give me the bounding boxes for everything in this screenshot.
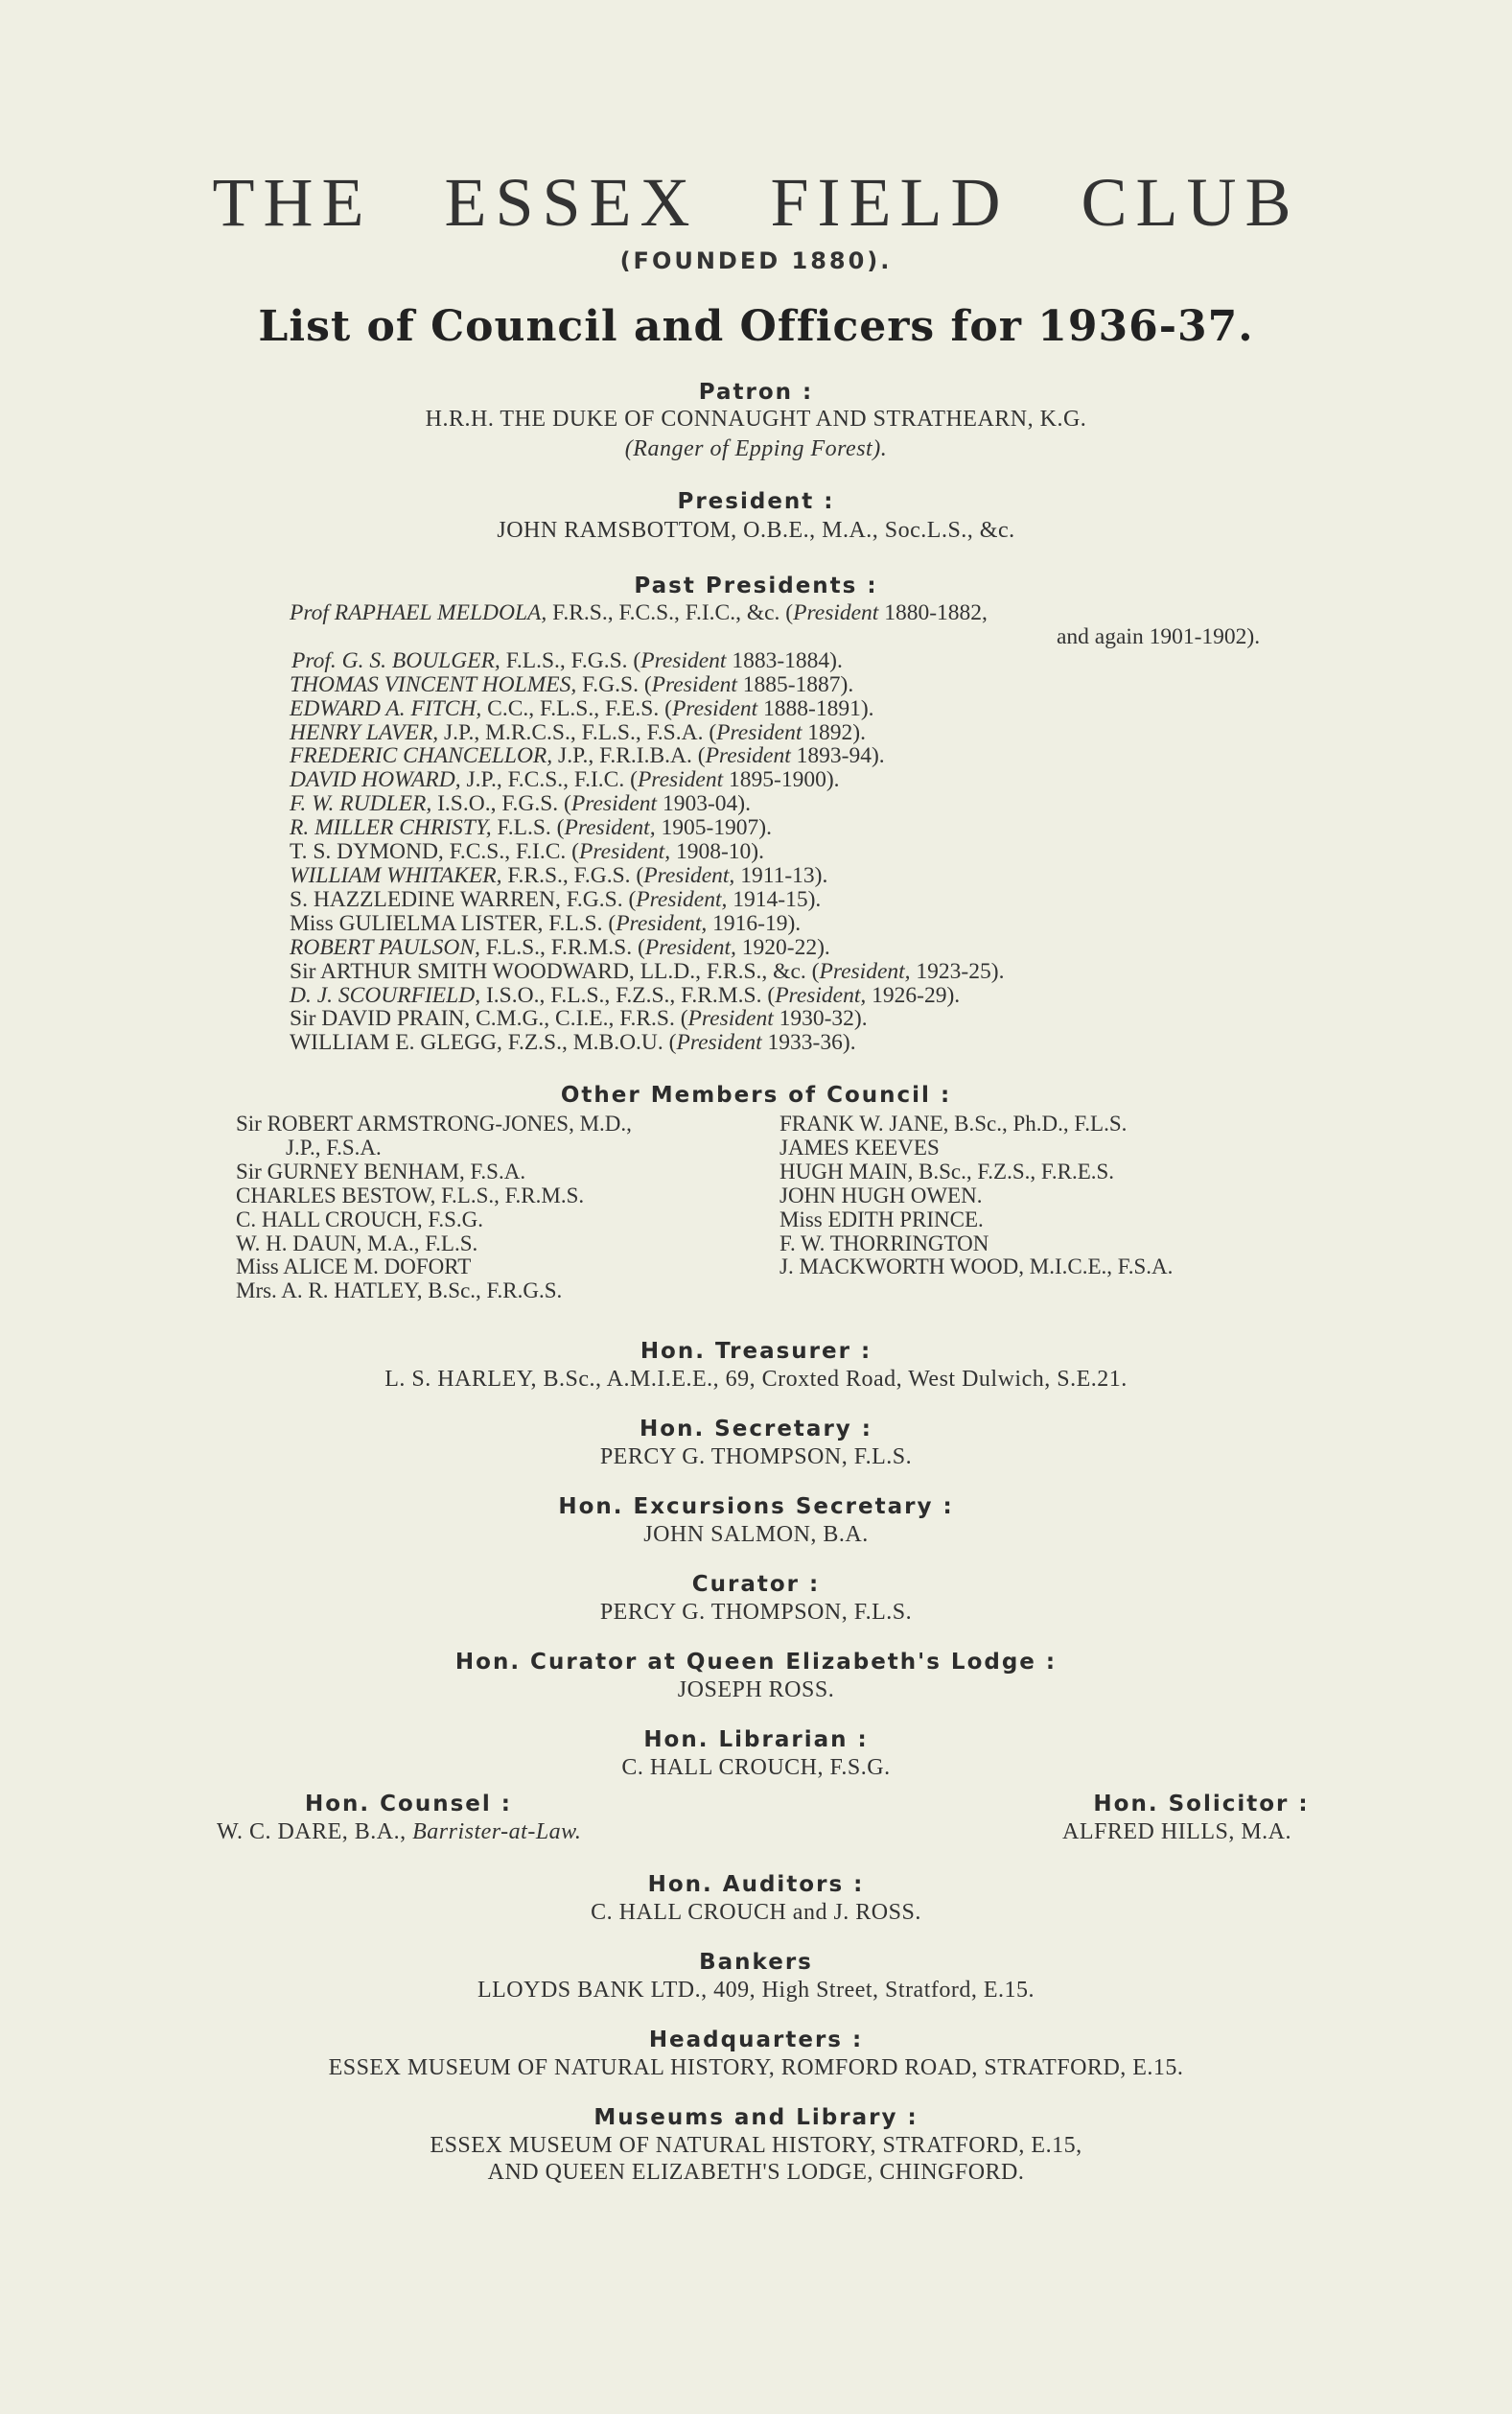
bankers-heading: Bankers <box>699 1950 813 1975</box>
council-member: W. H. DAUN, M.A., F.L.S. <box>236 1230 478 1255</box>
counsel-name: W. C. DARE, B.A., <box>217 1819 407 1844</box>
curator-heading: Curator : <box>691 1572 821 1597</box>
council-member: CHARLES BESTOW, F.L.S., F.R.M.S. <box>236 1183 585 1207</box>
past-president-row: EDWARD A. FITCH, C.C., F.L.S., F.E.S. (President 1888-1891). <box>290 695 874 721</box>
council-member: Sir ROBERT ARMSTRONG-JONES, M.D., <box>236 1112 632 1136</box>
page-title: THE ESSEX FIELD CLUB <box>212 164 1300 241</box>
council-member: FRANK W. JANE, B.Sc., Ph.D., F.L.S. <box>779 1112 1128 1136</box>
council-member: Sir GURNEY BENHAM, F.S.A. <box>236 1159 526 1184</box>
past-president-row: WILLIAM E. GLEGG, F.Z.S., M.B.O.U. (President 1933-36). <box>290 1030 856 1056</box>
past-president-row: FREDERIC CHANCELLOR, J.P., F.R.I.B.A. (President 1893-94). <box>290 743 885 769</box>
council-member: JAMES KEEVES <box>779 1135 940 1160</box>
president-heading: President : <box>677 489 835 514</box>
council-member: C. HALL CROUCH, F.S.G. <box>236 1207 484 1231</box>
counsel-line <box>217 1819 581 1845</box>
council-member: JOHN HUGH OWEN. <box>779 1183 983 1207</box>
past-presidents-list <box>290 601 1260 1055</box>
council-member: HUGH MAIN, B.Sc., F.Z.S., F.R.E.S. <box>779 1159 1115 1184</box>
council-member: J. MACKWORTH WOOD, M.I.C.E., F.S.A. <box>779 1254 1174 1279</box>
council-member: F. W. THORRINGTON <box>779 1230 989 1255</box>
past-president-row: D. J. SCOURFIELD, I.S.O., F.L.S., F.Z.S., F.R.M.S. (President, 1926-29). <box>290 982 961 1008</box>
council-member-continuation: J.P., F.S.A. <box>286 1135 382 1160</box>
past-president-row: WILLIAM WHITAKER, F.R.S., F.G.S. (President, 1911-13). <box>290 862 828 888</box>
past-president-row: Sir DAVID PRAIN, C.M.G., C.I.E., F.R.S. (President 1930-32). <box>290 1006 868 1032</box>
auditors-name: C. HALL CROUCH and J. ROSS. <box>591 1900 921 1925</box>
museums-line-1: ESSEX MUSEUM OF NATURAL HISTORY, STRATFORD, E.15, <box>430 2133 1082 2158</box>
treasurer-name: L. S. HARLEY, B.Sc., A.M.I.E.E., 69, Croxted Road, West Dulwich, S.E.21. <box>384 1367 1128 1392</box>
librarian-name: C. HALL CROUCH, F.S.G. <box>621 1755 891 1780</box>
founded-note: (FOUNDED 1880). <box>619 247 893 274</box>
past-presidents-heading: Past Presidents : <box>634 574 878 598</box>
past-president-row: Prof RAPHAEL MELDOLA, F.R.S., F.C.S., F.I.C., &c. (President 1880-1882, <box>290 600 988 625</box>
librarian-heading: Hon. Librarian : <box>643 1727 869 1752</box>
headquarters-heading: Headquarters : <box>648 2027 864 2052</box>
council-member: Miss ALICE M. DOFORT <box>236 1254 472 1279</box>
excursions-name: JOHN SALMON, B.A. <box>643 1522 869 1547</box>
past-president-row: Miss GULIELMA LISTER, F.L.S. (President, 1916-19). <box>290 910 802 936</box>
counsel-note: Barrister-at-Law. <box>412 1819 582 1844</box>
past-president-row: S. HAZZLEDINE WARREN, F.G.S. (President, 1914-15). <box>290 886 822 912</box>
president-name: JOHN RAMSBOTTOM, O.B.E., M.A., Soc.L.S., &c. <box>497 518 1015 543</box>
council-left-column <box>236 1113 632 1303</box>
past-president-row: T. S. DYMOND, F.C.S., F.I.C. (President, 1908-10). <box>290 839 764 865</box>
council-member: Mrs. A. R. HATLEY, B.Sc., F.R.G.S. <box>236 1278 563 1303</box>
solicitor-name: ALFRED HILLS, M.A. <box>1062 1819 1292 1844</box>
past-president-continuation: and again 1901-1902). <box>1057 623 1261 649</box>
treasurer-heading: Hon. Treasurer : <box>640 1339 872 1364</box>
council-heading: Other Members of Council : <box>560 1083 952 1108</box>
page-subtitle: List of Council and Officers for 1936-37. <box>258 302 1254 351</box>
council-right-column <box>779 1113 1173 1279</box>
past-president-row: R. MILLER CHRISTY, F.L.S. (President, 1905-1907). <box>290 815 772 841</box>
museums-line-2: AND QUEEN ELIZABETH'S LODGE, CHINGFORD. <box>487 2160 1025 2185</box>
patron-note: (Ranger of Epping Forest). <box>624 436 888 461</box>
solicitor-heading: Hon. Solicitor : <box>1093 1792 1310 1816</box>
secretary-name: PERCY G. THOMPSON, F.L.S. <box>599 1444 913 1469</box>
headquarters-name: ESSEX MUSEUM OF NATURAL HISTORY, ROMFORD ROAD, STRATFORD, E.15. <box>328 2055 1184 2080</box>
past-president-row: HENRY LAVER, J.P., M.R.C.S., F.L.S., F.S.A. (President 1892). <box>290 719 866 745</box>
past-president-row: Prof. G. S. BOULGER, F.L.S., F.G.S. (President 1883-1884). <box>291 647 843 673</box>
past-president-row: THOMAS VINCENT HOLMES, F.G.S. (President 1885-1887). <box>290 671 854 697</box>
past-president-row: ROBERT PAULSON, F.L.S., F.R.M.S. (President, 1920-22). <box>290 934 830 960</box>
patron-name: H.R.H. THE DUKE OF CONNAUGHT AND STRATHEARN, K.G. <box>425 407 1087 432</box>
lodge-curator-heading: Hon. Curator at Queen Elizabeth's Lodge : <box>454 1650 1058 1675</box>
curator-name: PERCY G. THOMPSON, F.L.S. <box>599 1600 913 1625</box>
secretary-heading: Hon. Secretary : <box>640 1417 872 1441</box>
lodge-curator-name: JOSEPH ROSS. <box>677 1677 835 1702</box>
auditors-heading: Hon. Auditors : <box>647 1872 865 1897</box>
council-member: Miss EDITH PRINCE. <box>779 1207 984 1231</box>
counsel-heading: Hon. Counsel : <box>305 1792 512 1816</box>
past-president-row: Sir ARTHUR SMITH WOODWARD, LL.D., F.R.S., &c. (President, 1923-25). <box>290 958 1005 984</box>
past-president-row: F. W. RUDLER, I.S.O., F.G.S. (President 1903-04). <box>290 791 751 817</box>
past-president-row: DAVID HOWARD, J.P., F.C.S., F.I.C. (President 1895-1900). <box>290 767 840 793</box>
excursions-heading: Hon. Excursions Secretary : <box>558 1494 954 1519</box>
patron-heading: Patron : <box>698 380 814 405</box>
bankers-name: LLOYDS BANK LTD., 409, High Street, Stratford, E.15. <box>477 1978 1035 2003</box>
museums-heading: Museums and Library : <box>593 2105 919 2130</box>
